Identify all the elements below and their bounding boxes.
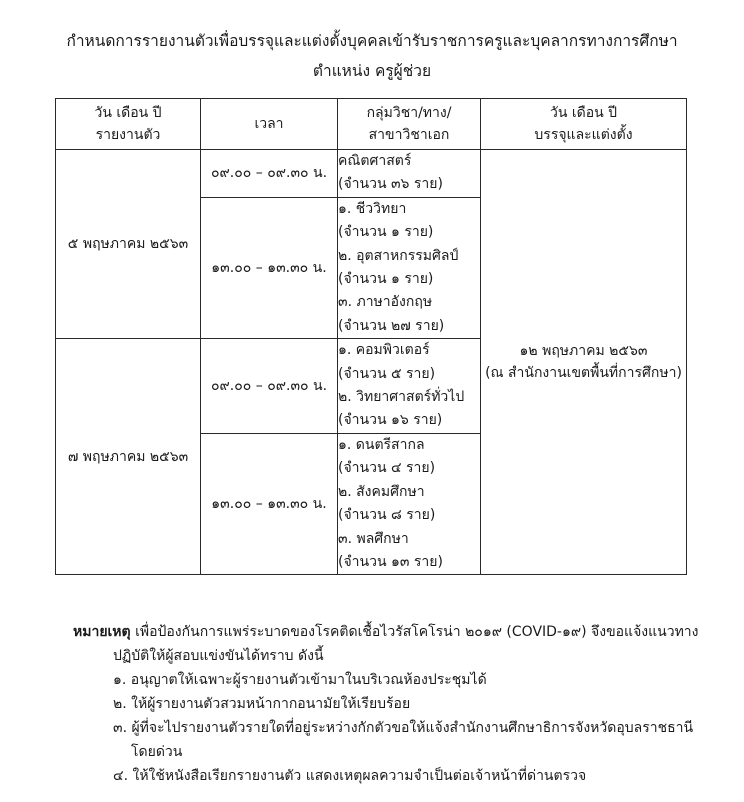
remarks-item: ๒. ให้ผู้รายงานตัวสวมหน้ากากอนามัยให้เรียบร้อย bbox=[113, 696, 411, 712]
time-cell: ๑๓.๐๐ – ๑๓.๓๐ น. bbox=[201, 197, 338, 338]
time-cell: ๑๓.๐๐ – ๑๓.๓๐ น. bbox=[201, 433, 338, 574]
schedule-table bbox=[55, 98, 687, 575]
time-cell: ๐๙.๐๐ – ๐๙.๓๐ น. bbox=[201, 150, 338, 198]
header-date-report: วัน เดือน ปี รายงานตัว bbox=[56, 99, 201, 150]
remarks-section bbox=[73, 620, 713, 788]
remarks-intro-cont: ปฏิบัติให้ผู้สอบแข่งขันได้ทราบ ดังนี้ bbox=[113, 648, 324, 664]
remarks-intro: หมายเหตุ เพื่อป้องกันการแพร่ระบาดของโรคติดเชื้อไวรัสโคโรน่า ๒๐๑๙ (COVID-๑๙) จึงขอแจ้งแนวทาง bbox=[73, 624, 699, 640]
header-appoint-date: วัน เดือน ปี บรรจุและแต่งตั้ง bbox=[481, 99, 687, 150]
document-title: กำหนดการรายงานตัวเพื่อบรรจุและแต่งตั้งบุคคลเข้ารับราชการครูและบุคลากรทางการศึกษา bbox=[66, 32, 678, 50]
table-row bbox=[56, 150, 687, 198]
subject-cell: ๑. ชีววิทยา (จำนวน ๑ ราย) ๒. อุตสาหกรรมศิลป์ (จำนวน ๑ ราย) ๓. ภาษาอังกฤษ (จำนวน ๒๗ ราย) bbox=[338, 197, 481, 338]
document-subtitle: ตำแหน่ง ครูผู้ช่วย bbox=[312, 62, 432, 80]
subject-cell: ๑. คอมพิวเตอร์ (จำนวน ๕ ราย) ๒. วิทยาศาสตร์ทั่วไป (จำนวน ๑๖ ราย) bbox=[338, 339, 481, 434]
subject-cell: ๑. ดนตรีสากล (จำนวน ๔ ราย) ๒. สังคมศึกษา (จำนวน ๘ ราย) ๓. พลศึกษา (จำนวน ๑๓ ราย) bbox=[338, 433, 481, 574]
header-row bbox=[56, 99, 687, 150]
remarks-item: ๓. ผู้ที่จะไปรายงานตัวรายใดที่อยู่ระหว่างกักตัวขอให้แจ้งสำนักงานศึกษาธิการจังหวัดอุบลราชธานี bbox=[113, 720, 694, 736]
header-subject: กลุ่มวิชา/ทาง/ สาขาวิชาเอก bbox=[338, 99, 481, 150]
appoint-date-cell: ๑๒ พฤษภาคม ๒๕๖๓ (ณ สำนักงานเขตพื้นที่การศึกษา) bbox=[481, 150, 687, 575]
report-date-cell: ๗ พฤษภาคม ๒๕๖๓ bbox=[56, 339, 201, 575]
time-cell: ๐๙.๐๐ – ๐๙.๓๐ น. bbox=[201, 339, 338, 434]
report-date-cell: ๕ พฤษภาคม ๒๕๖๓ bbox=[56, 150, 201, 339]
remarks-item: ๑. อนุญาตให้เฉพาะผู้รายงานตัวเข้ามาในบริเวณห้องประชุมได้ bbox=[113, 672, 487, 688]
subject-cell: คณิตศาสตร์ (จำนวน ๓๖ ราย) bbox=[338, 150, 481, 198]
remarks-label: หมายเหตุ bbox=[73, 624, 131, 640]
header-time: เวลา bbox=[201, 99, 338, 150]
remarks-item-cont: โดยด่วน bbox=[131, 744, 183, 760]
remarks-item: ๔. ให้ใช้หนังสือเรียกรายงานตัว แสดงเหตุผลความจำเป็นต่อเจ้าหน้าที่ด่านตรวจ bbox=[113, 768, 587, 784]
